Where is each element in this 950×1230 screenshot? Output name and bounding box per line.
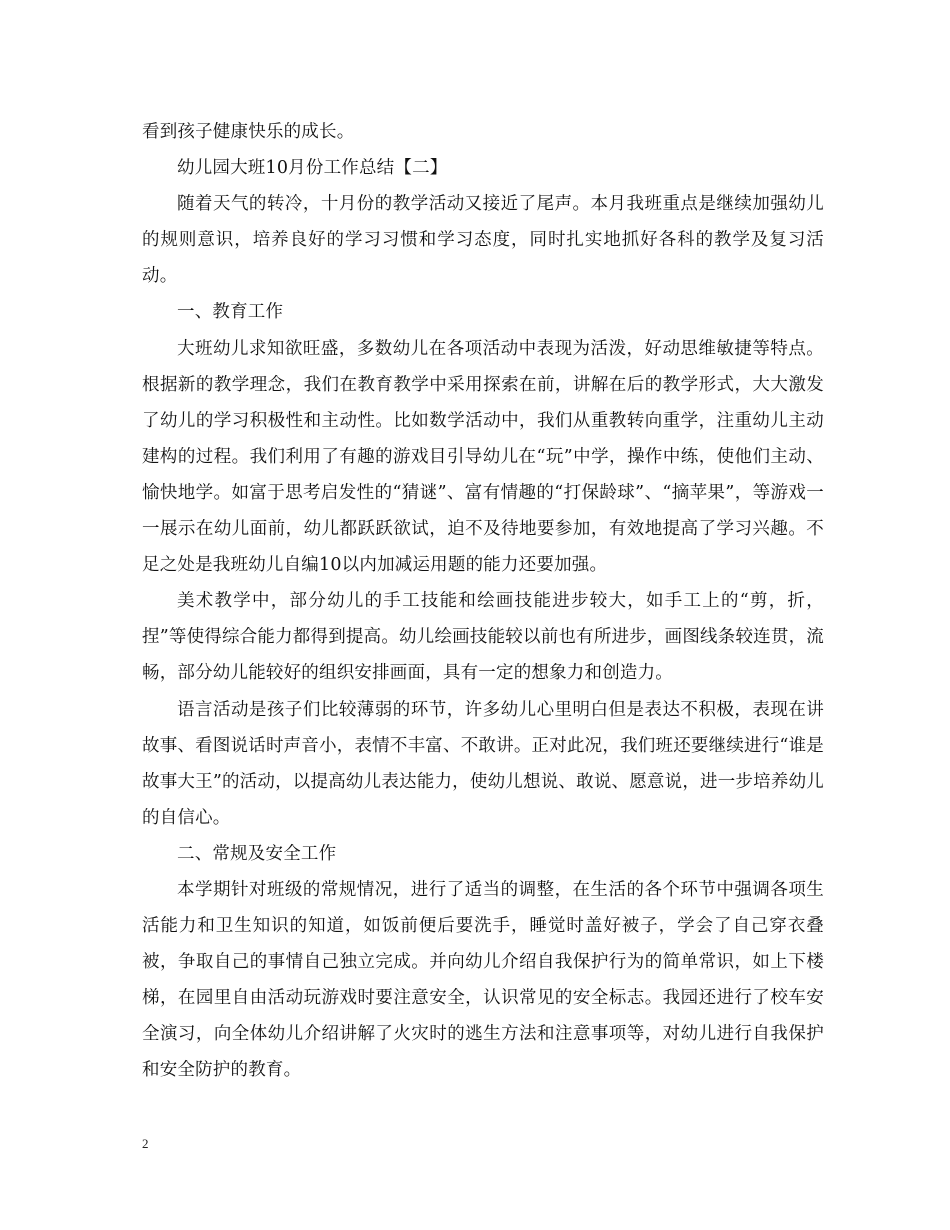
page-number: 2 [142,1136,149,1151]
paragraph-math-activities: 大班幼儿求知欲旺盛，多数幼儿在各项活动中表现为活泼，好动思维敏捷等特点。根据新的教学理念，我们在教育教学中采用探索在前，讲解在后的教学形式，大大激发了幼儿的学习积极性和主动性。比如数学活动中，我们从重教转向重学，注重幼儿主动建构的过程。我们利用了有趣的游戏目引导幼儿在“玩”中学，操作中练，使他们主动、愉快地学。如富于思考启发性的“猜谜”、富有情趣的“打保龄球”、“摘苹果”，等游戏一一展示在幼儿面前，幼儿都跃跃欲试，迫不及待地要参加，有效地提高了学习兴趣。不足之处是我班幼儿自编10以内加减运用题的能力还要加强。 [142,338,824,576]
paragraph-language-activities: 语言活动是孩子们比较薄弱的环节，许多幼儿心里明白但是表达不积极，表现在讲故事、看图说话时声音小，表情不丰富、不敢讲。正对此况，我们班还要继续进行“谁是故事大王”的活动，以提高幼儿表达能力，使幼儿想说、敢说、愿意说，进一步培养幼儿的自信心。 [142,699,824,828]
section-title: 幼儿园大班10月份工作总结【二】 [177,158,448,179]
paragraph-continuation: 看到孩子健康快乐的成长。 [142,122,355,142]
document-body [142,114,824,1089]
intro-paragraph: 随着天气的转冷，十月份的教学活动又接近了尾声。本月我班重点是继续加强幼儿的规则意识，培养良好的学习习惯和学习态度，同时扎实地抓好各科的教学及复习活动。 [142,194,824,287]
heading-routine-safety: 二、常规及安全工作 [177,843,337,864]
paragraph-routine-safety: 本学期针对班级的常规情况，进行了适当的调整，在生活的各个环节中强调各项生活能力和卫生知识的知道，如饭前便后要洗手，睡觉时盖好被子，学会了自己穿衣叠被，争取自己的事情自己独立完成。并向幼儿介绍自我保护行为的简单常识，如上下楼梯，在园里自由活动玩游戏时要注意安全，认识常见的安全标志。我园还进行了校车安全演习，向全体幼儿介绍讲解了火灾时的逃生方法和注意事项等，对幼儿进行自我保护和安全防护的教育。 [142,879,824,1081]
paragraph-art-teaching: 美术教学中，部分幼儿的手工技能和绘画技能进步较大，如手工上的“剪，折，捏”等使得综合能力都得到提高。幼儿绘画技能较以前也有所进步，画图线条较连贯，流畅，部分幼儿能较好的组织安排画面，具有一定的想象力和创造力。 [142,591,824,684]
heading-education-work: 一、教育工作 [177,302,284,323]
